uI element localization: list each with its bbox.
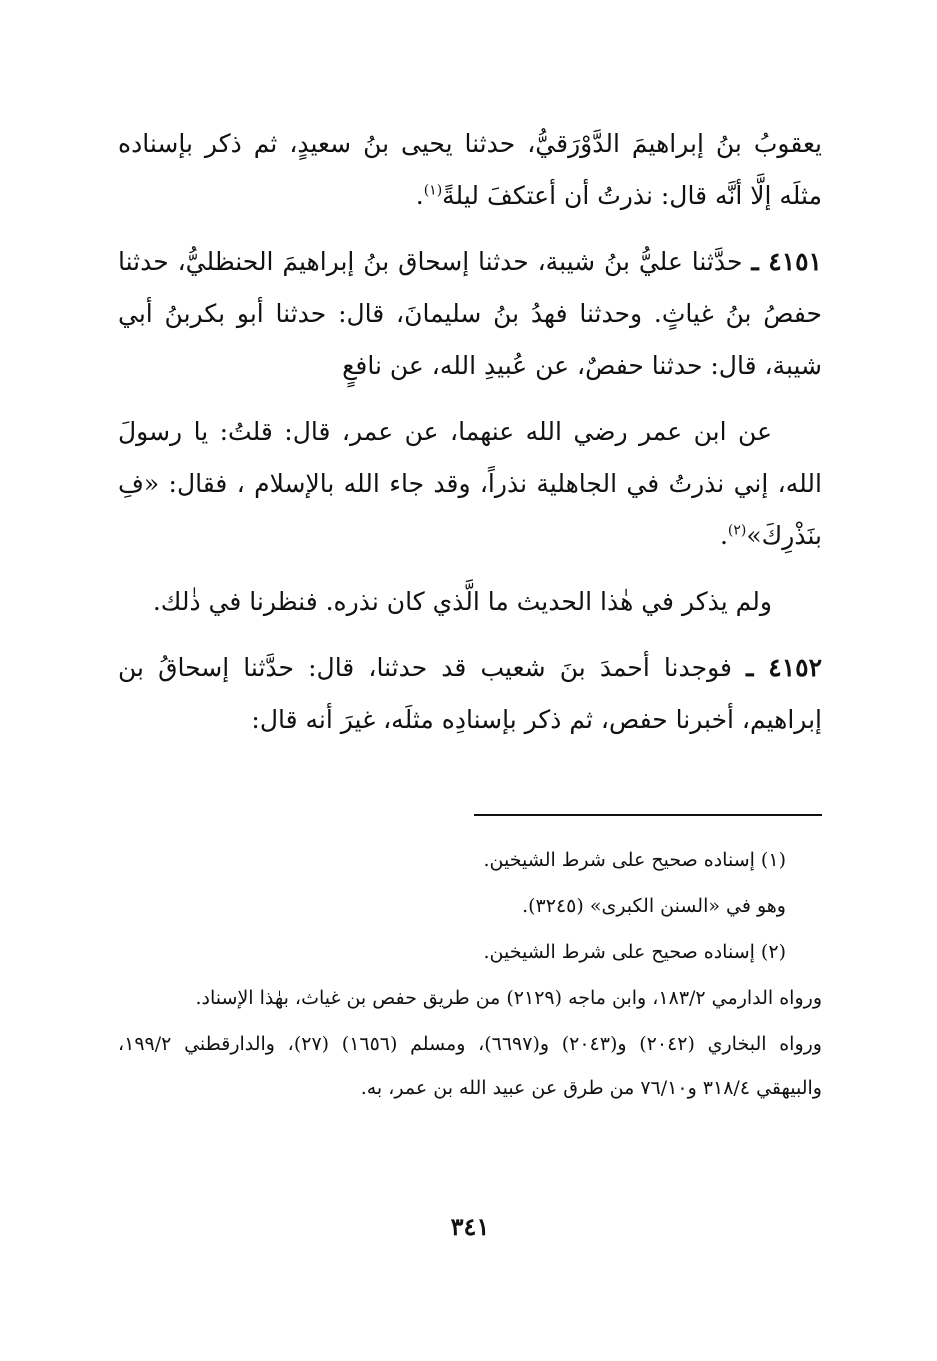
paragraph-end: . — [719, 521, 728, 550]
hadith-text: حدَّثنا عليُّ بنُ شيبة، حدثنا إسحاق بنُ إبراهيمَ الحنظليُّ، حدثنا حفصُ بنُ غياثٍ. وحدثنا فهدُ بنُ سليمانَ، قال: حدثنا أبو بكربنُ أبي شيبة، قال: حدثنا حفصٌ، عن عُبيدِ الله، عن نافعٍ — [118, 247, 822, 380]
paragraph-text: عن ابن عمر رضي الله عنهما، عن عمر، قال: قلتُ: يا رسولَ الله، إني نذرتُ في الجاهلية نذراً، وقد جاء الله بالإسلام ، فقال: «فِ بنَذْرِكَ» — [118, 417, 822, 550]
footnote-2-note-a: ورواه الدارمي ١٨٣/٢، وابن ماجه (٢١٢٩) من طريق حفص بن غياث، بهٰذا الإسناد. — [195, 987, 822, 1009]
footnote-1-note: وهو في «السنن الكبرى» (٣٢٤٥). — [522, 895, 786, 917]
page-number: ٣٤١ — [450, 1212, 490, 1241]
hadith-4151 — [118, 236, 822, 392]
hadith-4151-matn — [118, 406, 822, 562]
paragraph-end: . — [415, 181, 424, 210]
footnote-ref-1: (١) — [423, 182, 443, 199]
footnote-1: (١) إسناده صحيح على شرط الشيخين. — [483, 849, 786, 871]
footnote-2-note-b: ورواه البخاري (٢٠٤٢) و(٢٠٤٣) و(٦٦٩٧)، ومسلم (١٦٥٦) (٢٧)، والدارقطني ١٩٩/٢، والبيهقي ٣١٨/٤ و٧٦/١٠ من طرق عن عبيد الله بن عمر، به. — [118, 1033, 822, 1099]
hadith-number: ٤١٥١ ـ — [751, 247, 822, 276]
footnote-divider — [474, 814, 822, 816]
main-text — [118, 118, 822, 746]
footnote-ref-2: (٢) — [727, 522, 747, 539]
footnote-2: (٢) إسناده صحيح على شرط الشيخين. — [483, 941, 786, 963]
paragraph-text: يعقوبُ بنُ إبراهيمَ الدَّوْرَقيُّ، حدثنا يحيى بنُ سعيدٍ، ثم ذكر بإسناده مثلَه إلَّا أنَّه قال: نذرتُ أن أعتكفَ ليلةً — [118, 129, 822, 210]
footnotes — [118, 838, 822, 1112]
book-page — [118, 118, 822, 1248]
hadith-4152 — [118, 642, 822, 746]
commentary-paragraph: ولم يذكر في هٰذا الحديث ما الَّذي كان نذره. فنظرنا في ذٰلك. — [152, 587, 772, 616]
hadith-number: ٤١٥٢ ـ — [746, 653, 823, 682]
hadith-text: فوجدنا أحمدَ بنَ شعيب قد حدثنا، قال: حدَّثنا إسحاقُ بن إبراهيم، أخبرنا حفص، ثم ذكر بإسنادِه مثلَه، غيرَ أنه قال: — [118, 653, 822, 734]
paragraph-continuation — [118, 118, 822, 222]
